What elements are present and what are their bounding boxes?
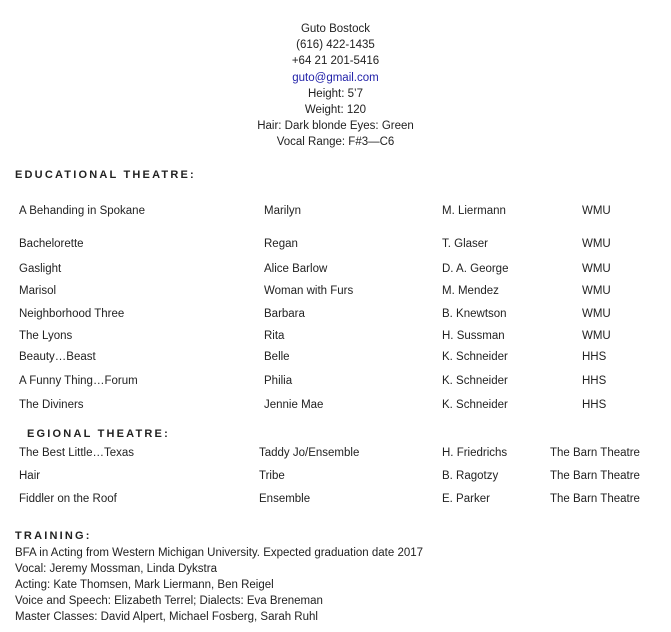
table-row bbox=[0, 328, 671, 344]
director: H. Sussman bbox=[442, 330, 505, 342]
height-stat: Height: 5’7 bbox=[308, 87, 363, 100]
role: Tribe bbox=[259, 470, 285, 482]
venue: HHS bbox=[582, 351, 607, 363]
director: D. A. George bbox=[442, 263, 509, 275]
email-link[interactable]: guto@gmail.com bbox=[292, 71, 379, 84]
role: Philia bbox=[264, 375, 293, 387]
training-acting: Acting: Kate Thomsen, Mark Liermann, Ben Reigel bbox=[15, 579, 274, 591]
show-title: Bachelorette bbox=[19, 238, 84, 250]
director: B. Ragotzy bbox=[442, 470, 499, 482]
role: Regan bbox=[264, 238, 298, 250]
table-row bbox=[0, 373, 671, 389]
director: K. Schneider bbox=[442, 375, 508, 387]
educational-theatre-heading: EDUCATIONAL THEATRE: bbox=[15, 169, 196, 181]
role: Taddy Jo/Ensemble bbox=[259, 447, 360, 459]
show-title: The Best Little…Texas bbox=[19, 447, 135, 459]
regional-theatre-heading: EGIONAL THEATRE: bbox=[27, 428, 170, 440]
phone-primary: (616) 422-1435 bbox=[296, 39, 375, 52]
venue: WMU bbox=[582, 308, 611, 320]
director: T. Glaser bbox=[442, 238, 489, 250]
show-title: Marisol bbox=[19, 285, 57, 297]
table-row bbox=[0, 349, 671, 365]
table-row bbox=[0, 445, 671, 461]
show-title: Hair bbox=[19, 470, 41, 482]
training-heading: TRAINING: bbox=[15, 530, 92, 542]
director: K. Schneider bbox=[442, 351, 508, 363]
role: Rita bbox=[264, 330, 285, 342]
role: Belle bbox=[264, 351, 290, 363]
venue: WMU bbox=[582, 205, 611, 217]
phone-secondary: +64 21 201-5416 bbox=[291, 55, 380, 68]
weight-stat: Weight: 120 bbox=[304, 103, 367, 116]
venue: WMU bbox=[582, 330, 611, 342]
role: Barbara bbox=[264, 308, 305, 320]
table-row bbox=[0, 491, 671, 507]
training-voice-speech: Voice and Speech: Elizabeth Terrel; Dialects: Eva Breneman bbox=[15, 595, 323, 607]
role: Jennie Mae bbox=[264, 399, 324, 411]
venue: WMU bbox=[582, 285, 611, 297]
venue: The Barn Theatre bbox=[550, 470, 640, 482]
table-row bbox=[0, 261, 671, 277]
director: E. Parker bbox=[442, 493, 490, 505]
show-title: Gaslight bbox=[19, 263, 62, 275]
show-title: Neighborhood Three bbox=[19, 308, 125, 320]
venue: HHS bbox=[582, 375, 607, 387]
training-degree: BFA in Acting from Western Michigan University. Expected graduation date 2017 bbox=[15, 547, 424, 559]
show-title: A Funny Thing…Forum bbox=[19, 375, 138, 387]
director: K. Schneider bbox=[442, 399, 508, 411]
show-title: Fiddler on the Roof bbox=[19, 493, 117, 505]
venue: WMU bbox=[582, 263, 611, 275]
show-title: A Behanding in Spokane bbox=[19, 205, 145, 217]
table-row bbox=[0, 397, 671, 413]
director: H. Friedrichs bbox=[442, 447, 508, 459]
role: Alice Barlow bbox=[264, 263, 328, 275]
contact-header bbox=[0, 21, 671, 151]
table-row bbox=[0, 236, 671, 252]
table-row bbox=[0, 203, 671, 219]
director: M. Liermann bbox=[442, 205, 506, 217]
venue: The Barn Theatre bbox=[550, 447, 640, 459]
role: Ensemble bbox=[259, 493, 311, 505]
table-row bbox=[0, 283, 671, 299]
show-title: The Lyons bbox=[19, 330, 73, 342]
director: B. Knewtson bbox=[442, 308, 507, 320]
training-vocal: Vocal: Jeremy Mossman, Linda Dykstra bbox=[15, 563, 217, 575]
venue: HHS bbox=[582, 399, 607, 411]
actor-name: Guto Bostock bbox=[300, 23, 371, 35]
training-list bbox=[15, 545, 423, 625]
table-row bbox=[0, 306, 671, 322]
role: Woman with Furs bbox=[264, 285, 354, 297]
director: M. Mendez bbox=[442, 285, 499, 297]
show-title: Beauty…Beast bbox=[19, 351, 96, 363]
venue: The Barn Theatre bbox=[550, 493, 640, 505]
training-master-classes: Master Classes: David Alpert, Michael Fosberg, Sarah Ruhl bbox=[15, 611, 318, 623]
hair-eyes-stat: Hair: Dark blonde Eyes: Green bbox=[257, 120, 414, 133]
venue: WMU bbox=[582, 238, 611, 250]
table-row bbox=[0, 468, 671, 484]
show-title: The Diviners bbox=[19, 399, 84, 411]
role: Marilyn bbox=[264, 205, 302, 217]
vocal-range-stat: Vocal Range: F#3—C6 bbox=[276, 136, 395, 149]
